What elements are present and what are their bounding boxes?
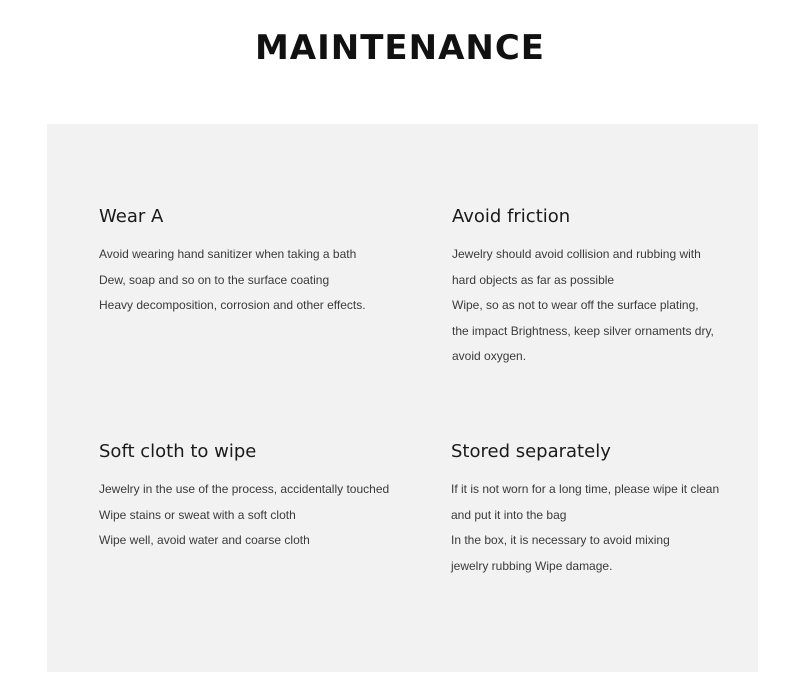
card-text-line: avoid oxygen. xyxy=(452,349,527,363)
card-text-line: jewelry rubbing Wipe damage. xyxy=(451,558,613,573)
page-title: MAINTENANCE xyxy=(254,28,546,68)
card-text xyxy=(99,242,399,319)
card-text-line: Wipe well, avoid water and coarse cloth xyxy=(99,533,310,547)
card-avoid-friction xyxy=(452,206,752,363)
card-heading: Avoid friction xyxy=(452,206,571,227)
card-text-line: Wipe stains or sweat with a soft cloth xyxy=(99,507,296,522)
card-text xyxy=(451,477,751,579)
card-text xyxy=(452,242,752,370)
card-text-line: Jewelry in the use of the process, accidentally touched xyxy=(99,482,390,496)
card-text-line: If it is not worn for a long time, please wipe it clean xyxy=(451,482,720,496)
card-text-line: hard objects as far as possible xyxy=(452,272,615,287)
card-text-line: Dew, soap and so on to the surface coating xyxy=(99,272,330,287)
card-heading: Wear A xyxy=(99,206,164,227)
card-text-line: Avoid wearing hand sanitizer when taking a bath xyxy=(99,247,357,261)
card-text-line: Jewelry should avoid collision and rubbing with xyxy=(452,247,701,261)
card-wear xyxy=(99,206,399,312)
card-text xyxy=(99,477,399,554)
card-stored-separately xyxy=(451,441,751,573)
card-text-line: and put it into the bag xyxy=(451,507,567,522)
maintenance-panel xyxy=(47,124,758,672)
card-text-line: Wipe, so as not to wear off the surface plating, xyxy=(452,298,699,312)
card-text-line: the impact Brightness, keep silver ornaments dry, xyxy=(452,323,714,338)
card-heading: Stored separately xyxy=(451,441,611,462)
card-text-line: Heavy decomposition, corrosion and other effects. xyxy=(99,298,366,312)
card-text-line: In the box, it is necessary to avoid mixing xyxy=(451,533,670,547)
card-soft-cloth xyxy=(99,441,399,547)
card-heading: Soft cloth to wipe xyxy=(99,441,257,462)
